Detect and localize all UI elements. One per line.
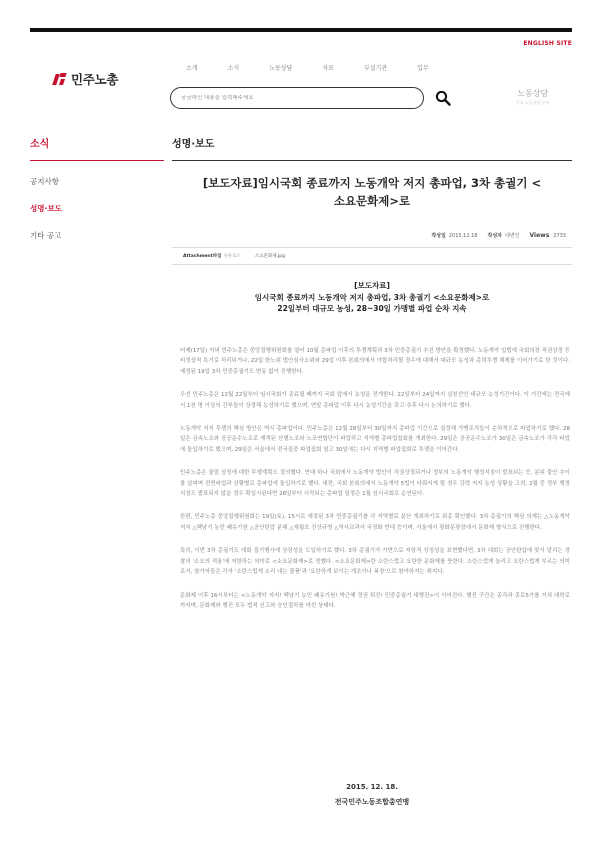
- body-paragraph-4: 민주노총은 물밑 상정에 대한 투쟁계획도 결의했다. 반대 하나 국회에서 노동개악 법안이 직권상정되거나 정부의 노동개악 행정지침이 발표되는 등, 분위 불안 추이를 살피며 전면파업과 상황별로 총파업에 돌입하기로 했다. 대전, 국회 본회의에서 노동개악 5법이 다뤄지게 될 경우 강력 저지 농성 상황을 고려, 2월 중 정부 행정지침도 발표되지 않을 경우 확실시된다면 28일부터 시작되는 총파업 일정은 1월 임시국회로 순연된다.: [180, 470, 570, 498]
- sidebar-menu: [30, 176, 62, 257]
- post-author: 대변인: [504, 233, 520, 239]
- article-title: [182, 174, 562, 211]
- author-label: 작성자: [487, 233, 502, 239]
- kctu-logo-icon: [52, 73, 68, 85]
- attachment-row: [183, 253, 285, 259]
- attachment-download-link[interactable]: 다운로드: [223, 254, 241, 259]
- body-paragraph-5: 한편, 민주노총 중앙집행위원회는 19일(토), 15시로 예정된 3차 민중총궐기를 각 지역별로 분산 개최하기로 최종 확인했다. 3차 총궐기의 핵심 의제는 △노동개악 저지 △백남기 농민 쾌유기원 △공안탄압 분쇄 △세월호 진상규명 △역사교과서 국정화 반대 등이며, 서울에서 광화문광장에서 문화제 형식으로 진행한다.: [180, 514, 570, 531]
- site-logo[interactable]: [52, 70, 118, 88]
- nav-item-affiliates[interactable]: 부설기관: [363, 65, 388, 72]
- headline-tag: [보도자료]: [354, 281, 390, 290]
- search-button[interactable]: [435, 90, 451, 106]
- page-title: 성명·보도: [172, 139, 215, 150]
- headline-subtitle: 22일부터 대규모 농성, 28~30일 가맹별 파업 순차 지속: [277, 304, 467, 314]
- body-paragraph-3: 노동개악 저지 투쟁의 핵심 방안은 역시 총파업이다. 민주노총은 12월 28일부터 30일까지 총파업 기간으로 설정해 가맹조직들이 순차적으로 파업하기로 했다. 28일은 금속노조와 공공운수노조로 재적된 산별노조와 노조연합단이 파업하고 지역별 총파업집회를 개최한다. 29일은 공공운수노조가 30일은 금속노조가 각각 파업에 돌입하기로 했으며, 29일은 서울에서 전국집중 파업집회 열고 30일에는 다시 지역별 파업집회로 투쟁을 이어간다.: [180, 426, 570, 453]
- nav-item-news[interactable]: 소식: [227, 65, 240, 72]
- article-title-line-2: 소요문화제>로: [333, 194, 411, 209]
- search-bar: [170, 87, 424, 109]
- attachment-label: Attachment파일: [183, 254, 222, 259]
- body-paragraph-6: 특히, 이번 3차 총궐기도 대회 집기행사에 상징성을 도입하기로 했다. 3차 총궐기가 가면으로 저항적 상징성을 표현했다면, 3차 대회는 공안탄압에 맞서 알리는 경찰의 '소요의 적용'에 저항하는 의미로 <소요문화제>로 정했다. <소요문화제>란 소란스럽고 요란한 문화제를 뜻한다. 소란스럽게 놀리고 요란스럽게 부르는 의미로서, 참가자들은 각자 '소란스럽게 소리 내는 물품'과 '요란하게 보이는 개조이나 복장'으로 참여하자는 취지다.: [180, 548, 570, 576]
- body-paragraph-1: 어제(17일) 저녁 민주노총은 중앙집행위원회를 열어 10월 총파업 이후의 투쟁계획과 3차 민중총궐기 추진 방안을 확정했다. 노동개악 입법에 국회의장 직권상정 등 비정상적 특기로 처리되거나, 22일 한노위 법안심사소위와 29일 이후 본회의에서 야합처리될 경우에 대해서 대규모 농성과 총력투쟁 체제를 이어가기로 한 것이다. 예정된 19일 3차 민중총궐기도 변동 없이 진행한다.: [180, 348, 570, 375]
- date-label: 작성일: [431, 233, 446, 239]
- attachment-bottom-divider: [172, 264, 572, 265]
- nav-item-counsel[interactable]: 노동상담: [269, 65, 293, 72]
- attachment-file-link[interactable]: 소요문화제.jpg: [254, 254, 286, 259]
- search-input[interactable]: [181, 95, 411, 101]
- sidebar-item-other-notices[interactable]: 기타 공고: [30, 231, 62, 240]
- article-title-line-1: [보도자료]임시국회 종료까지 노동개악 저지 총파업, 3차 총궐기 <: [202, 176, 542, 190]
- quick-counsel-subtitle: 무료 노동상담 문의: [516, 100, 550, 105]
- nav-item-work[interactable]: 입무: [417, 65, 429, 72]
- views-label: Views: [529, 232, 550, 239]
- nav-item-about[interactable]: 소개: [186, 65, 198, 72]
- post-date: 2015.12.18: [448, 232, 478, 239]
- body-paragraph-7: 문화제 이후 16시부터는 <노동개악 저지! 백남기 농민 쾌유기원! 박근혜 정권 퇴진! 민중총궐기 대행진>이 이어진다. 행진 구간은 종각과 종로5가를 거쳐 대학로까지며, 문화제와 행진 모두 법적 신고와 승인절차를 마친 상태다.: [180, 592, 570, 609]
- signature-date: 2015. 12. 18.: [346, 783, 398, 791]
- press-release-headline: [172, 280, 572, 315]
- body-paragraph-2: 우선 민주노총은 12월 22일부터 임시국회가 종료될 때까지 국회 앞에서 농성을 전개한다. 22일부터 24일까지 실천선언 대규모 농성기간이다. 이 기간에는 전국에서 1천 명 이상의 간부들이 상경해 농성하기로 했으며, 연말 총파업 이후 다시 농성기간을 갖고 추후 다시 논의하기로 했다.: [180, 392, 570, 409]
- nav-item-resources[interactable]: 자료: [322, 65, 334, 72]
- main-nav: [186, 63, 459, 72]
- page-title-divider: [172, 160, 572, 161]
- signature-org: 전국민주노동조합총연맹: [334, 798, 410, 806]
- article-signature: [172, 780, 572, 810]
- attachment-top-divider: [172, 247, 572, 248]
- sidebar-divider: [30, 160, 164, 161]
- article-meta: [431, 232, 566, 239]
- article-body: [180, 346, 570, 624]
- headline-title: 임시국회 종료까지 노동개악 저지 총파업, 3차 총궐기 <소요문화제>로: [254, 292, 490, 302]
- quick-counsel-title: 노동상담: [517, 89, 549, 98]
- view-count: 2733: [553, 232, 566, 239]
- top-border: [30, 28, 572, 32]
- sidebar-title: 소식: [30, 139, 50, 150]
- english-site-link[interactable]: ENGLISH SITE: [523, 40, 572, 47]
- sidebar-item-notices[interactable]: 공지사항: [30, 177, 59, 186]
- quick-counsel-link[interactable]: [516, 88, 549, 106]
- search-icon: [435, 90, 451, 106]
- sidebar-item-statements[interactable]: 성명·보도: [30, 204, 62, 213]
- logo-text: 민주노총: [71, 72, 119, 87]
